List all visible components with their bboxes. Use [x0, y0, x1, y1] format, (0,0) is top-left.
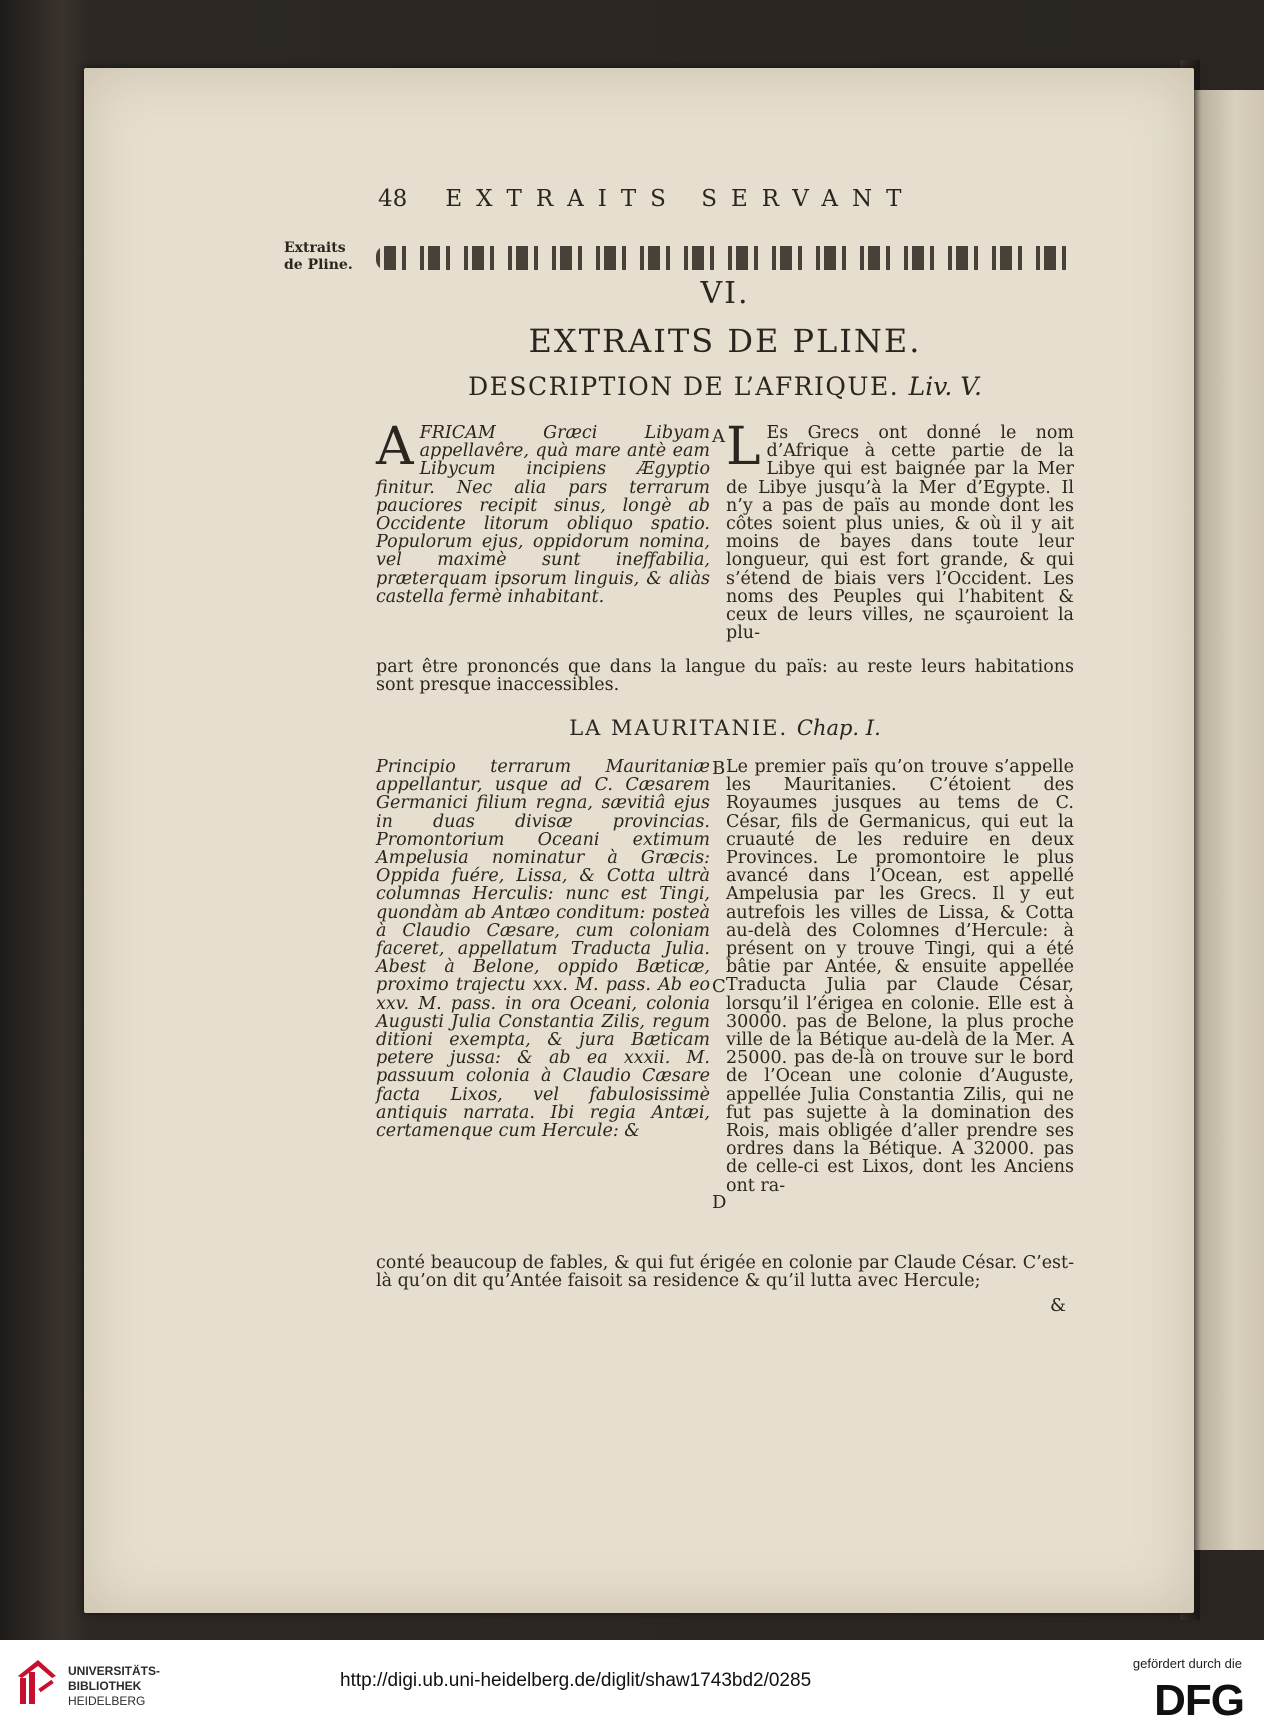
catchword: &: [1050, 1295, 1067, 1316]
subtitle-text: DESCRIPTION DE L’AFRIQUE.: [468, 372, 900, 401]
university-library-logo-icon: [16, 1658, 58, 1708]
paragraph-marker-b: B: [712, 758, 726, 779]
page-number: 48: [378, 186, 408, 212]
french-text-1: Es Grecs ont donné le nom d’Afrique à cette partie de la Libye qui est baignée par la Mer de Libye jusqu’à la Mer d’Egypte. Il n’y a pas de païs au monde dont les côtes soient plus unies, & où il y ait moins de bayes dans toute leur longueur, qui est fort grande, & qui s’étend de biais vers l’Occident. Les noms des Peuples qui l’habitent & ceux de leurs villes, ne sçauroient la plu-: [726, 423, 1074, 644]
drop-cap-latin: A: [376, 417, 414, 477]
chapter-reference: Chap. I.: [796, 716, 881, 740]
institution-line-1: UNIVERSITÄTS-: [68, 1664, 161, 1678]
section-number: VI.: [700, 276, 750, 311]
paragraph-marker-c: C: [712, 976, 726, 997]
running-head: [378, 186, 978, 212]
chapter-title: LA MAURITANIE.: [569, 716, 789, 740]
latin-text-1: FRICAM Græci Libyam appellavêre, quà mare antè eam Libycum incipiens Ægyptio finitur. Nec alia pars terrarum pauciores recipit sinus, longè ab Occidente litorum obliquo spatio. Populorum ejus, oppidorum nomina, vel maximè sunt ineffabilia, præterquam ipsorum linguis, & aliàs castella fermè inhabitant.: [376, 423, 710, 607]
section-title: EXTRAITS DE PLINE.: [528, 322, 922, 360]
drop-cap-french: L: [726, 417, 761, 477]
viewer-footer: [0, 1640, 1264, 1734]
subtitle-reference: Liv. V.: [908, 372, 982, 401]
institution-line-2: BIBLIOTHEK: [68, 1679, 142, 1693]
french-column-1: [726, 417, 1074, 644]
dfg-logo: DFG: [1154, 1676, 1244, 1725]
ornament-band: [376, 246, 1074, 270]
institution-name: [68, 1664, 160, 1709]
latin-column-1: [376, 417, 710, 607]
funding-label: gefördert durch die: [1132, 1656, 1242, 1671]
full-width-paragraph-1: part être prononcés que dans la langue du païs: au reste leurs habitations sont presque inaccessibles.: [376, 657, 1074, 696]
chapter-heading: [376, 716, 1074, 740]
margin-note: Extraits de Pline.: [284, 240, 353, 273]
full-width-paragraph-2: conté beaucoup de fables, & qui fut érigée en colonie par Claude César. C’est-là qu’on dit qu’Antée faisoit sa residence & qu’il lutta avec Hercule;: [376, 1253, 1074, 1292]
section-subtitle: [376, 372, 1074, 401]
latin-column-2: Principio terrarum Mauritaniæ appellantur, usque ad C. Cæsarem Germanici filium regna, sævitiâ ejus in duas divisæ provincias. Promontorium Oceani extimum Ampelusia nominatur à Græcis: Oppida fuére, Lissa, & Cotta ultrà columnas Herculis: nunc est Tingi, quondàm ab Antæo conditum: posteà à Claudio Cæsare, cum coloniam faceret, appellatum Traducta Julia. Abest à Belone, oppido Bæticæ, proximo trajectu xxx. M. pass. Ab eo xxv. M. pass. in ora Oceani, colonia Augusti Julia Constantia Zilis, regum ditioni exempta, & jura Bæticam petere jussa: & ab ea xxxii. M. passuum colonia à Claudio Cæsare facta Lixos, vel fabulosissimè antiquis narrata. Ibi regia Antæi, certamenque cum Hercule: &: [376, 757, 710, 1142]
institution-line-3: HEIDELBERG: [68, 1694, 146, 1708]
running-head-title: EXTRAITS SERVANT: [445, 186, 916, 212]
french-column-2: Le premier païs qu’on trouve s’appelle les Mauritanies. C’étoient des Royaumes jusques au tems de C. César, fils de Germanicus, qui eut la cruauté de les reduire en deux Provinces. Le promontoire le plus avancé dans l’Ocean, est appellé Ampelusia par les Grecs. Il y eut autrefois les villes de Lissa, & Cotta au-delà des Colomnes d’Hercule: à présent on y trouve Tingi, qui a été bâtie par Antée, & ensuite appellée Traducta Julia par Claude César, lorsqu’il l’érigea en colonie. Elle est à 30000. pas de Belone, la plus proche ville de la Bétique au-delà de la Mer. A 25000. pas de-là on trouve sur le bord de l’Ocean une colonie d’Auguste, appellée Julia Constantia Zilis, qui ne fut pas sujette à la domination des Rois, mais obligée d’aller prendre ses ordres dans la Bétique. A 32000. pas de celle-ci est Lixos, dont les Anciens ont ra-: [726, 757, 1074, 1196]
permalink-url[interactable]: http://digi.ub.uni-heidelberg.de/diglit/shaw1743bd2/0285: [340, 1670, 812, 1691]
next-page-edge: [1190, 90, 1264, 1550]
paragraph-marker-a: A: [712, 426, 725, 447]
paragraph-marker-d: D: [712, 1192, 727, 1213]
